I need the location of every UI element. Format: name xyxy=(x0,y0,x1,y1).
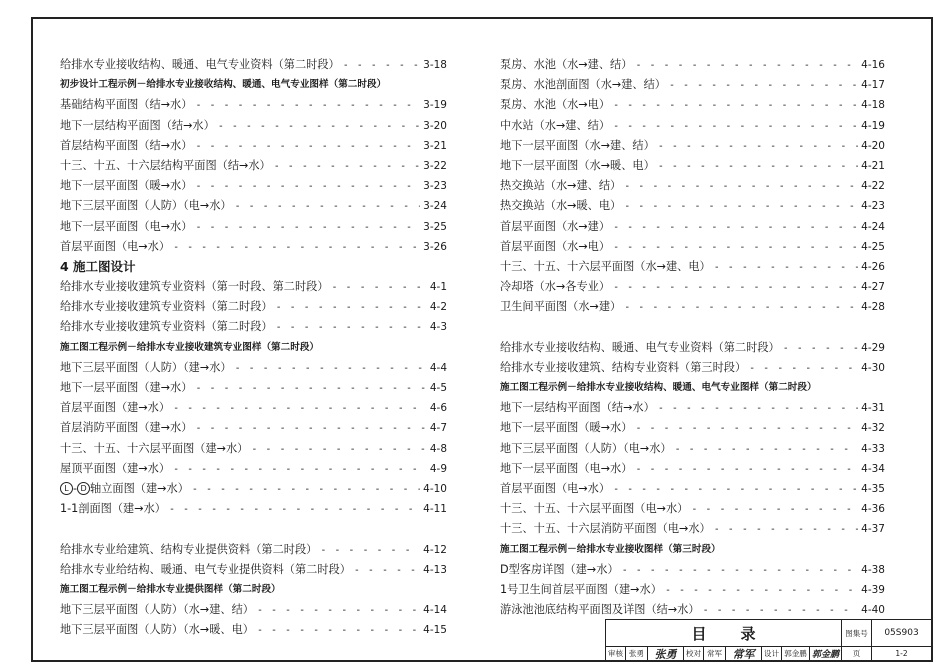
entry-title: 十三、十五、十六层平面图（水→建、电） xyxy=(500,259,711,273)
leader-dashes xyxy=(665,581,858,601)
page-ref: 3-21 xyxy=(423,139,447,152)
page-ref: 4-27 xyxy=(861,281,885,294)
leader-dashes xyxy=(173,238,420,258)
design-signature: 郭金鹏 xyxy=(810,647,842,661)
entry-title: 1号卫生间首层平面图（建→水） xyxy=(500,582,662,596)
page-ref: 4-11 xyxy=(423,503,447,516)
leader-dashes xyxy=(195,137,420,157)
leader-dashes xyxy=(235,359,427,379)
leader-dashes xyxy=(613,117,858,137)
toc-entry xyxy=(60,156,447,176)
toc-entry xyxy=(500,338,885,358)
toc-entry xyxy=(500,600,885,620)
spacer xyxy=(60,519,447,539)
entry-title: 泵房、水池（水→电） xyxy=(500,98,611,112)
entry-title xyxy=(60,479,189,499)
spacer xyxy=(500,317,885,337)
toc-entry xyxy=(60,196,447,216)
entry-title: 十三、十五、十六层消防平面图（电→水） xyxy=(500,522,711,536)
leader-dashes xyxy=(320,541,420,561)
leader-dashes xyxy=(276,298,427,318)
toc-subheading xyxy=(500,540,885,560)
page-ref: 3-19 xyxy=(423,99,447,112)
entry-title: 地下三层平面图（人防）（电→水） xyxy=(500,441,672,455)
page-ref: 4-33 xyxy=(861,442,885,455)
leader-dashes xyxy=(613,238,858,258)
leader-dashes xyxy=(173,399,427,419)
page-ref: 4-4 xyxy=(429,361,447,374)
toc-entry xyxy=(60,136,447,156)
page-ref: 4-3 xyxy=(429,321,447,334)
leader-dashes xyxy=(195,177,420,197)
heading-text: 施工图工程示例－给排水专业接收图样（第三时段） xyxy=(500,543,721,555)
entry-title: 给排水专业接收建筑、结构专业资料（第三时段） xyxy=(500,360,747,374)
entry-title: 地下一层平面图（水→建、结） xyxy=(500,138,655,152)
page-ref: 4-40 xyxy=(861,604,885,617)
toc-entry xyxy=(60,358,447,378)
toc-subheading xyxy=(60,338,447,358)
page-ref: 4-38 xyxy=(861,563,885,576)
toc-entry xyxy=(60,277,447,297)
page-ref: 4-21 xyxy=(861,159,885,172)
leader-dashes xyxy=(624,298,858,318)
entry-title: 地下一层平面图（建→水） xyxy=(60,381,193,394)
toc-entry xyxy=(60,499,447,519)
page-ref: 4-31 xyxy=(861,402,885,415)
page-ref: 4-6 xyxy=(429,402,447,415)
entry-title: 地下一层平面图（电→水） xyxy=(60,219,193,233)
heading-text: 初步设计工程示例－给排水专业接收结构、暖通、电气专业图样（第二时段） xyxy=(60,79,387,91)
toc-entry xyxy=(60,176,447,196)
entry-title: 地下一层平面图（暖→水） xyxy=(60,179,193,193)
toc-left-column xyxy=(60,55,447,640)
leader-dashes xyxy=(192,480,420,500)
page-ref: 4-12 xyxy=(423,543,447,556)
entry-title: 给排水专业接收建筑专业资料（第一时段、第二时段） xyxy=(60,280,329,294)
page-ref: 4-19 xyxy=(861,119,885,132)
entry-title: 给排水专业接收结构、暖通、电气专业资料（第二时段） xyxy=(60,58,340,71)
entry-title: 首层结构平面图（结→水） xyxy=(60,138,193,152)
toc-entry xyxy=(500,217,885,237)
leader-dashes xyxy=(195,419,426,439)
page-ref: 4-24 xyxy=(861,220,885,233)
axis-marker-end: D xyxy=(77,482,90,495)
toc-entry xyxy=(500,459,885,479)
entry-title-text: 轴立面图（建→水） xyxy=(90,481,189,495)
page-ref: 3-22 xyxy=(423,159,447,172)
page-ref: 3-26 xyxy=(423,240,447,253)
page-ref: 4-14 xyxy=(423,604,447,617)
page-ref: 4-9 xyxy=(429,462,447,475)
leader-dashes xyxy=(749,359,858,379)
entry-title: 地下三层平面图（人防）（建→水） xyxy=(60,360,232,374)
leader-dashes xyxy=(354,561,420,581)
entry-title: 中水站（水→建、结） xyxy=(500,118,611,132)
entry-title: 地下一层结构平面图（结→水） xyxy=(500,401,655,415)
leader-dashes xyxy=(332,278,427,298)
entry-title: 地下三层平面图（人防）（水→建、结） xyxy=(60,603,254,617)
leader-dashes xyxy=(257,601,420,621)
page-ref: 4-1 xyxy=(429,281,447,294)
toc-subheading xyxy=(500,378,885,398)
toc-entry xyxy=(500,580,885,600)
leader-dashes xyxy=(235,197,421,217)
toc-entry xyxy=(500,277,885,297)
leader-dashes xyxy=(257,621,420,641)
check-name: 常军 xyxy=(704,647,726,661)
page-ref: 4-25 xyxy=(861,240,885,253)
entry-title: 十三、十五、十六层平面图（建→水） xyxy=(60,441,249,455)
entry-title: 地下一层结构平面图（结→水） xyxy=(60,118,215,132)
toc-entry xyxy=(60,217,447,237)
entry-title: 首层消防平面图（建→水） xyxy=(60,421,193,435)
page-ref: 3-18 xyxy=(423,59,447,71)
page-ref: 4-36 xyxy=(861,503,885,516)
leader-dashes xyxy=(658,399,858,419)
leader-dashes xyxy=(669,76,858,96)
entry-title: 十三、十五、十六层结构平面图（结→水） xyxy=(60,158,271,172)
entry-title: 基础结构平面图（结→水） xyxy=(60,98,193,112)
entry-title: 热交换站（水→建、结） xyxy=(500,179,622,193)
entry-title: 首层平面图（建→水） xyxy=(60,401,171,415)
toc-entry xyxy=(500,297,885,317)
page-ref: 4-32 xyxy=(861,422,885,435)
page-ref: 4-39 xyxy=(861,583,885,596)
review-label: 审核 xyxy=(606,647,626,661)
entry-title: 泵房、水池剖面图（水→建、结） xyxy=(500,78,666,92)
page-ref: 3-20 xyxy=(423,119,447,132)
leader-dashes xyxy=(218,117,420,137)
review-signature: 张勇 xyxy=(648,647,684,661)
entry-title: D型客房详图（建→水） xyxy=(500,562,619,576)
page-ref: 4-35 xyxy=(861,482,885,495)
entry-title: 地下一层平面图（水→暖、电） xyxy=(500,158,655,172)
toc-entry xyxy=(500,237,885,257)
page-ref: 4-8 xyxy=(429,442,447,455)
page-ref: 4-18 xyxy=(861,99,885,112)
leader-dashes xyxy=(195,96,420,116)
leader-dashes xyxy=(195,218,420,238)
page-ref: 4-28 xyxy=(861,301,885,314)
toc-subheading xyxy=(60,580,447,600)
page-ref: 3-23 xyxy=(423,180,447,193)
toc-entry xyxy=(60,398,447,418)
heading-text: 4 施工图设计 xyxy=(60,258,136,274)
leader-dashes xyxy=(276,318,427,338)
leader-dashes xyxy=(691,500,858,520)
toc-entry xyxy=(500,136,885,156)
entry-title: 给排水专业接收建筑专业资料（第二时段） xyxy=(60,300,273,314)
leader-dashes xyxy=(624,197,858,217)
entry-title: 1-1剖面图（建→水） xyxy=(60,502,166,516)
leader-dashes xyxy=(195,379,426,399)
design-name: 郭金鹏 xyxy=(782,647,810,661)
leader-dashes xyxy=(274,157,420,177)
toc-entry xyxy=(500,519,885,539)
page-ref: 4-15 xyxy=(423,624,447,637)
page-ref: 4-2 xyxy=(429,301,447,314)
page-ref: 4-20 xyxy=(861,139,885,152)
leader-dashes xyxy=(714,258,858,278)
toc-entry xyxy=(60,600,447,620)
toc-entry xyxy=(60,560,447,580)
set-no-label: 图集号 xyxy=(842,620,872,647)
entry-title: 游泳池池底结构平面图及详图（结→水） xyxy=(500,603,700,617)
title-block-title: 目录 xyxy=(606,620,842,647)
toc-entry xyxy=(500,560,885,580)
toc-entry xyxy=(500,75,885,95)
leader-dashes xyxy=(783,339,858,359)
toc-entry xyxy=(500,358,885,378)
toc-entry xyxy=(500,116,885,136)
toc-section-heading xyxy=(60,257,447,277)
page-ref: 4-7 xyxy=(429,422,447,435)
entry-title: 给排水专业接收建筑专业资料（第二时段） xyxy=(60,320,273,334)
toc-right-column xyxy=(500,55,885,620)
leader-dashes xyxy=(622,561,858,581)
toc-entry xyxy=(60,439,447,459)
axis-range-dash: - xyxy=(73,481,78,495)
toc-entry xyxy=(60,479,447,499)
toc-entry xyxy=(60,378,447,398)
leader-dashes xyxy=(613,96,858,116)
page-ref: 4-13 xyxy=(423,563,447,576)
entry-title: 给排水专业给结构、暖通、电气专业提供资料（第二时段） xyxy=(60,562,351,576)
leader-dashes xyxy=(613,218,858,238)
page-ref: 4-29 xyxy=(861,341,885,354)
heading-text: 施工图工程示例－给排水专业接收结构、暖通、电气专业图样（第二时段） xyxy=(500,382,817,393)
page-ref: 4-17 xyxy=(861,79,885,92)
entry-title: 地下三层平面图（人防）（水→暖、电） xyxy=(60,623,254,637)
check-label: 校对 xyxy=(684,647,704,661)
leader-dashes xyxy=(714,520,858,540)
page-ref: 4-30 xyxy=(861,361,885,374)
toc-entry xyxy=(500,439,885,459)
leader-dashes xyxy=(613,278,858,298)
leader-dashes xyxy=(675,440,859,460)
page-ref: 4-16 xyxy=(861,59,885,71)
page-ref: 4-22 xyxy=(861,180,885,193)
toc-entry xyxy=(500,95,885,115)
entry-title: 地下一层平面图（暖→水） xyxy=(500,421,633,435)
entry-title: 首层平面图（电→水） xyxy=(500,481,611,495)
toc-entry xyxy=(60,237,447,257)
toc-entry xyxy=(60,418,447,438)
leader-dashes xyxy=(658,157,858,177)
toc-entry xyxy=(60,540,447,560)
toc-entry xyxy=(500,196,885,216)
toc-entry xyxy=(500,398,885,418)
toc-entry xyxy=(60,116,447,136)
toc-entry xyxy=(500,418,885,438)
leader-dashes xyxy=(173,460,427,480)
leader-dashes xyxy=(635,460,858,480)
toc-subheading xyxy=(60,75,447,95)
entry-title: 卫生间平面图（水→建） xyxy=(500,300,622,314)
leader-dashes xyxy=(635,56,858,76)
page-ref: 4-37 xyxy=(861,523,885,536)
toc-entry xyxy=(60,459,447,479)
toc-entry xyxy=(500,55,885,75)
toc-entry xyxy=(60,95,447,115)
leader-dashes xyxy=(251,440,426,460)
heading-text: 施工图工程示例－给排水专业提供图样（第二时段） xyxy=(60,583,281,595)
axis-marker-start: L xyxy=(60,482,73,495)
entry-title: 屋顶平面图（建→水） xyxy=(60,461,171,475)
entry-title: 首层平面图（电→水） xyxy=(60,239,171,253)
entry-title: 首层平面图（水→电） xyxy=(500,239,611,253)
toc-entry xyxy=(500,176,885,196)
heading-text: 施工图工程示例－给排水专业接收建筑专业图样（第二时段） xyxy=(60,341,320,353)
entry-title: 给排水专业接收结构、暖通、电气专业资料（第二时段） xyxy=(500,340,780,354)
toc-entry xyxy=(500,499,885,519)
page-ref: 4-26 xyxy=(861,260,885,273)
entry-title: 地下一层平面图（电→水） xyxy=(500,461,633,475)
leader-dashes xyxy=(169,500,420,520)
leader-dashes xyxy=(658,137,858,157)
entry-title: 泵房、水池（水→建、结） xyxy=(500,58,633,71)
page-ref: 4-5 xyxy=(429,382,447,394)
toc-entry xyxy=(60,55,447,75)
title-block xyxy=(605,619,931,660)
page-ref: 4-10 xyxy=(423,482,447,495)
toc-entry xyxy=(500,156,885,176)
leader-dashes xyxy=(343,56,420,76)
entry-title: 冷却塔（水→各专业） xyxy=(500,280,611,294)
toc-entry xyxy=(500,479,885,499)
toc-entry xyxy=(60,297,447,317)
design-label: 设计 xyxy=(762,647,782,661)
leader-dashes xyxy=(613,480,858,500)
entry-title: 首层平面图（水→建） xyxy=(500,219,611,233)
page-ref: 3-25 xyxy=(423,220,447,233)
review-name: 张勇 xyxy=(626,647,648,661)
page-ref: 4-34 xyxy=(861,462,885,475)
leader-dashes xyxy=(635,419,858,439)
leader-dashes xyxy=(624,177,858,197)
page-ref: 3-24 xyxy=(423,200,447,213)
check-signature: 常军 xyxy=(726,647,762,661)
page-ref: 4-23 xyxy=(861,200,885,213)
page-label: 页 xyxy=(842,647,872,661)
toc-entry xyxy=(60,317,447,337)
toc-entry xyxy=(60,620,447,640)
entry-title: 给排水专业给建筑、结构专业提供资料（第二时段） xyxy=(60,542,318,556)
entry-title: 十三、十五、十六层平面图（电→水） xyxy=(500,502,689,516)
page-number: 1-2 xyxy=(872,647,932,661)
entry-title: 热交换站（水→暖、电） xyxy=(500,199,622,213)
set-no: 05S903 xyxy=(872,620,932,647)
toc-entry xyxy=(500,257,885,277)
entry-title: 地下三层平面图（人防）（电→水） xyxy=(60,199,232,213)
